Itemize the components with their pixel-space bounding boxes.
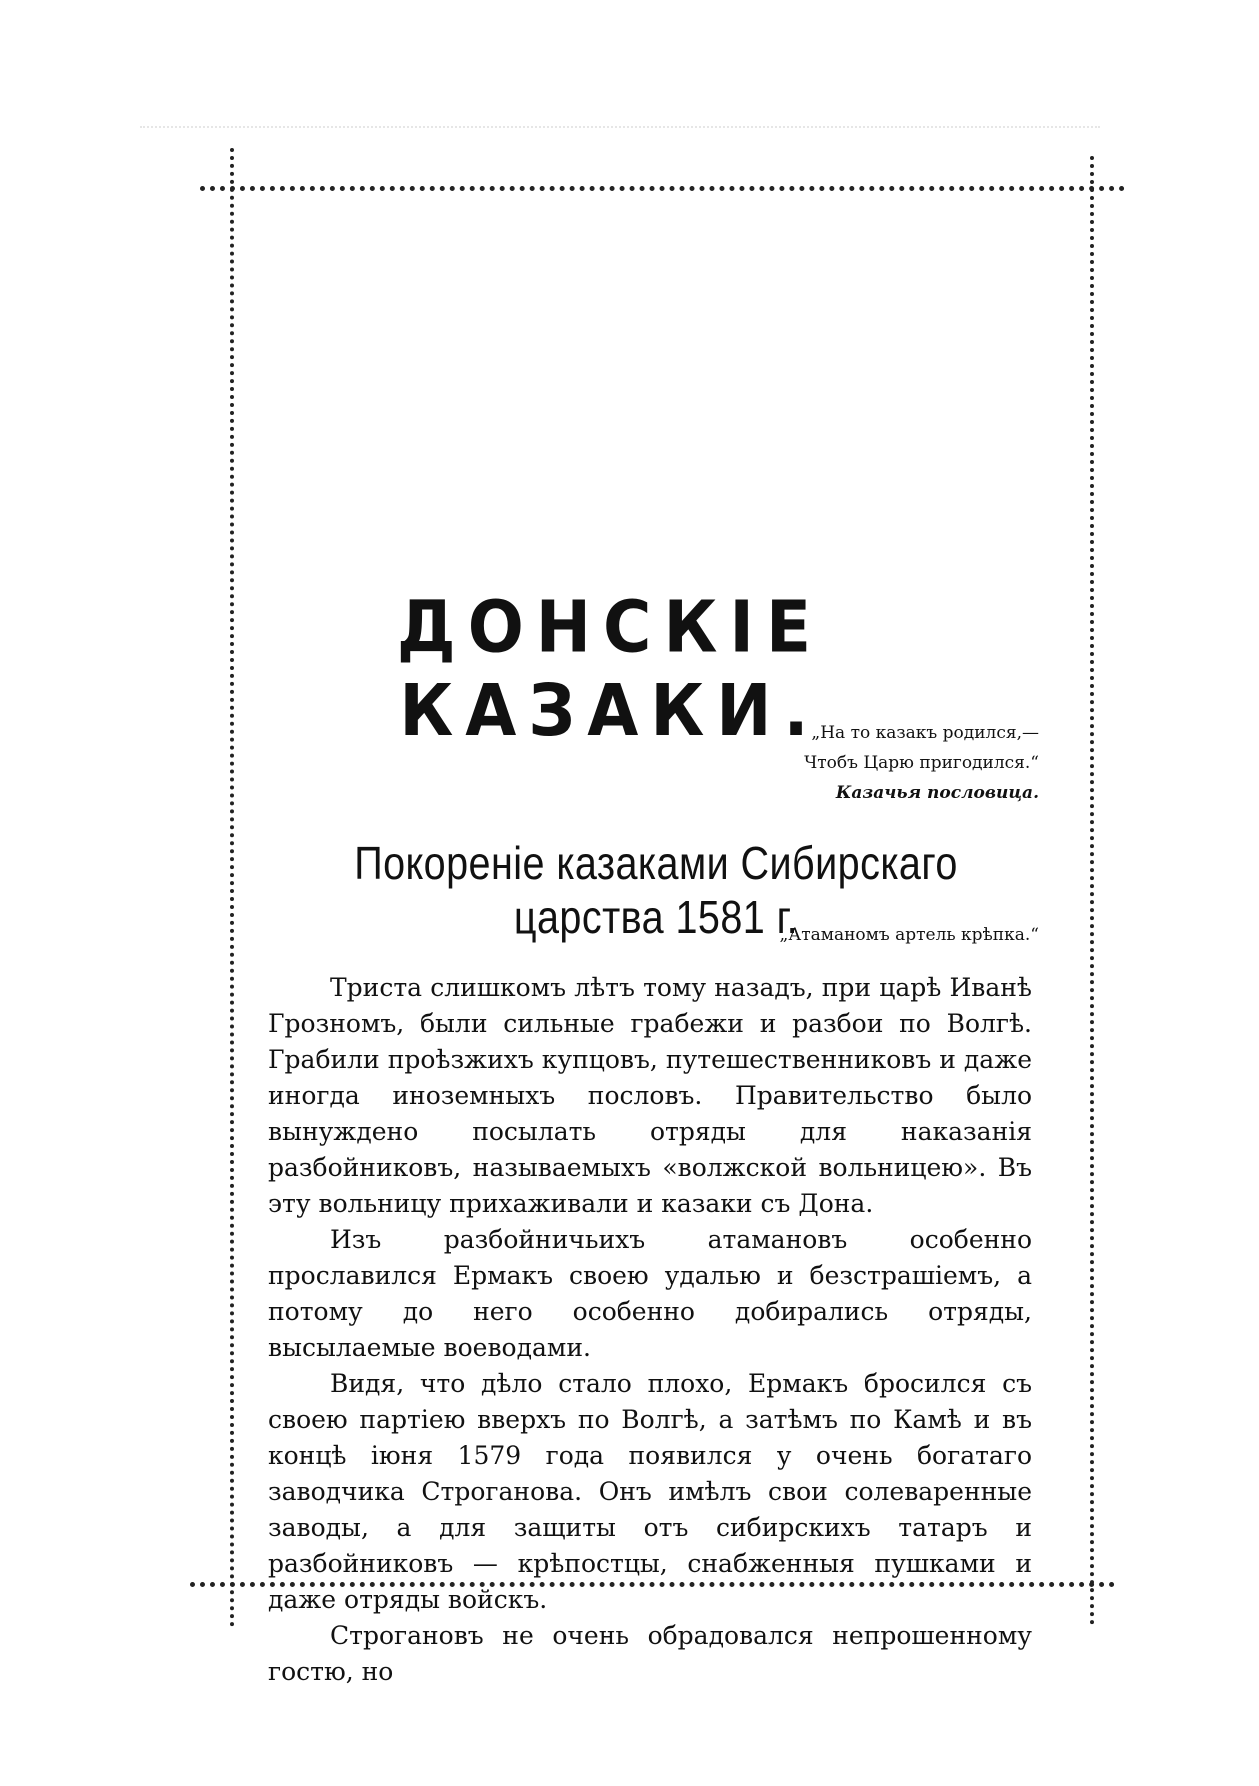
- scan-artifact-band: [140, 126, 1100, 138]
- paragraph-1: Триста слишкомъ лѣтъ тому назадъ, при царѣ Иванѣ Грозномъ, были сильные грабежи и разбои по Волгѣ. Грабили проѣзжихъ купцовъ, путешественниковъ и даже иногда иноземныхъ пословъ. Правительство было вынуждено посылать отряды для наказанія разбойниковъ, называемыхъ «волжской вольницею». Въ эту вольницу прихаживали и казаки съ Дона.: [268, 973, 1032, 1218]
- chapter-subtitle: Покореніе казаками Сибирскаго царства 1581 г.: [354, 837, 958, 943]
- epigraph-second: „Атаманомъ артель крѣпка.“: [779, 925, 1039, 945]
- epigraph-proverb: [804, 718, 1039, 808]
- epigraph-line-2: Чтобъ Царю пригодился.“: [804, 753, 1039, 773]
- paragraph-3: Видя, что дѣло стало плохо, Ермакъ бросился съ своею партіею вверхъ по Волгѣ, а затѣмъ по Камѣ и въ концѣ іюня 1579 года появился у очень богатаго заводчика Строганова. Онъ имѣлъ свои солеваренные заводы, а для защиты отъ сибирскихъ татаръ и разбойниковъ — крѣпостцы, снабженныя пушками и даже отряды войскъ.: [268, 1369, 1032, 1614]
- body-text: [268, 970, 1032, 1690]
- page-title: ДОНСКІЕ КАЗАКИ.: [396, 585, 824, 753]
- frame-left-border: [230, 148, 234, 1628]
- paragraph-4: Строгановъ не очень обрадовался непрошенному гостю, но: [268, 1621, 1032, 1686]
- epigraph-line-1: „На то казакъ родился,—: [811, 723, 1039, 743]
- frame-right-border: [1090, 156, 1094, 1626]
- epigraph-source: Казачья пословица.: [835, 783, 1039, 803]
- frame-top-border: [200, 186, 1125, 191]
- paragraph-2: Изъ разбойничьихъ атамановъ особенно прославился Ермакъ своею удалью и безстрашіемъ, а потому до него особенно добирались отряды, высылаемые воеводами.: [268, 1225, 1032, 1362]
